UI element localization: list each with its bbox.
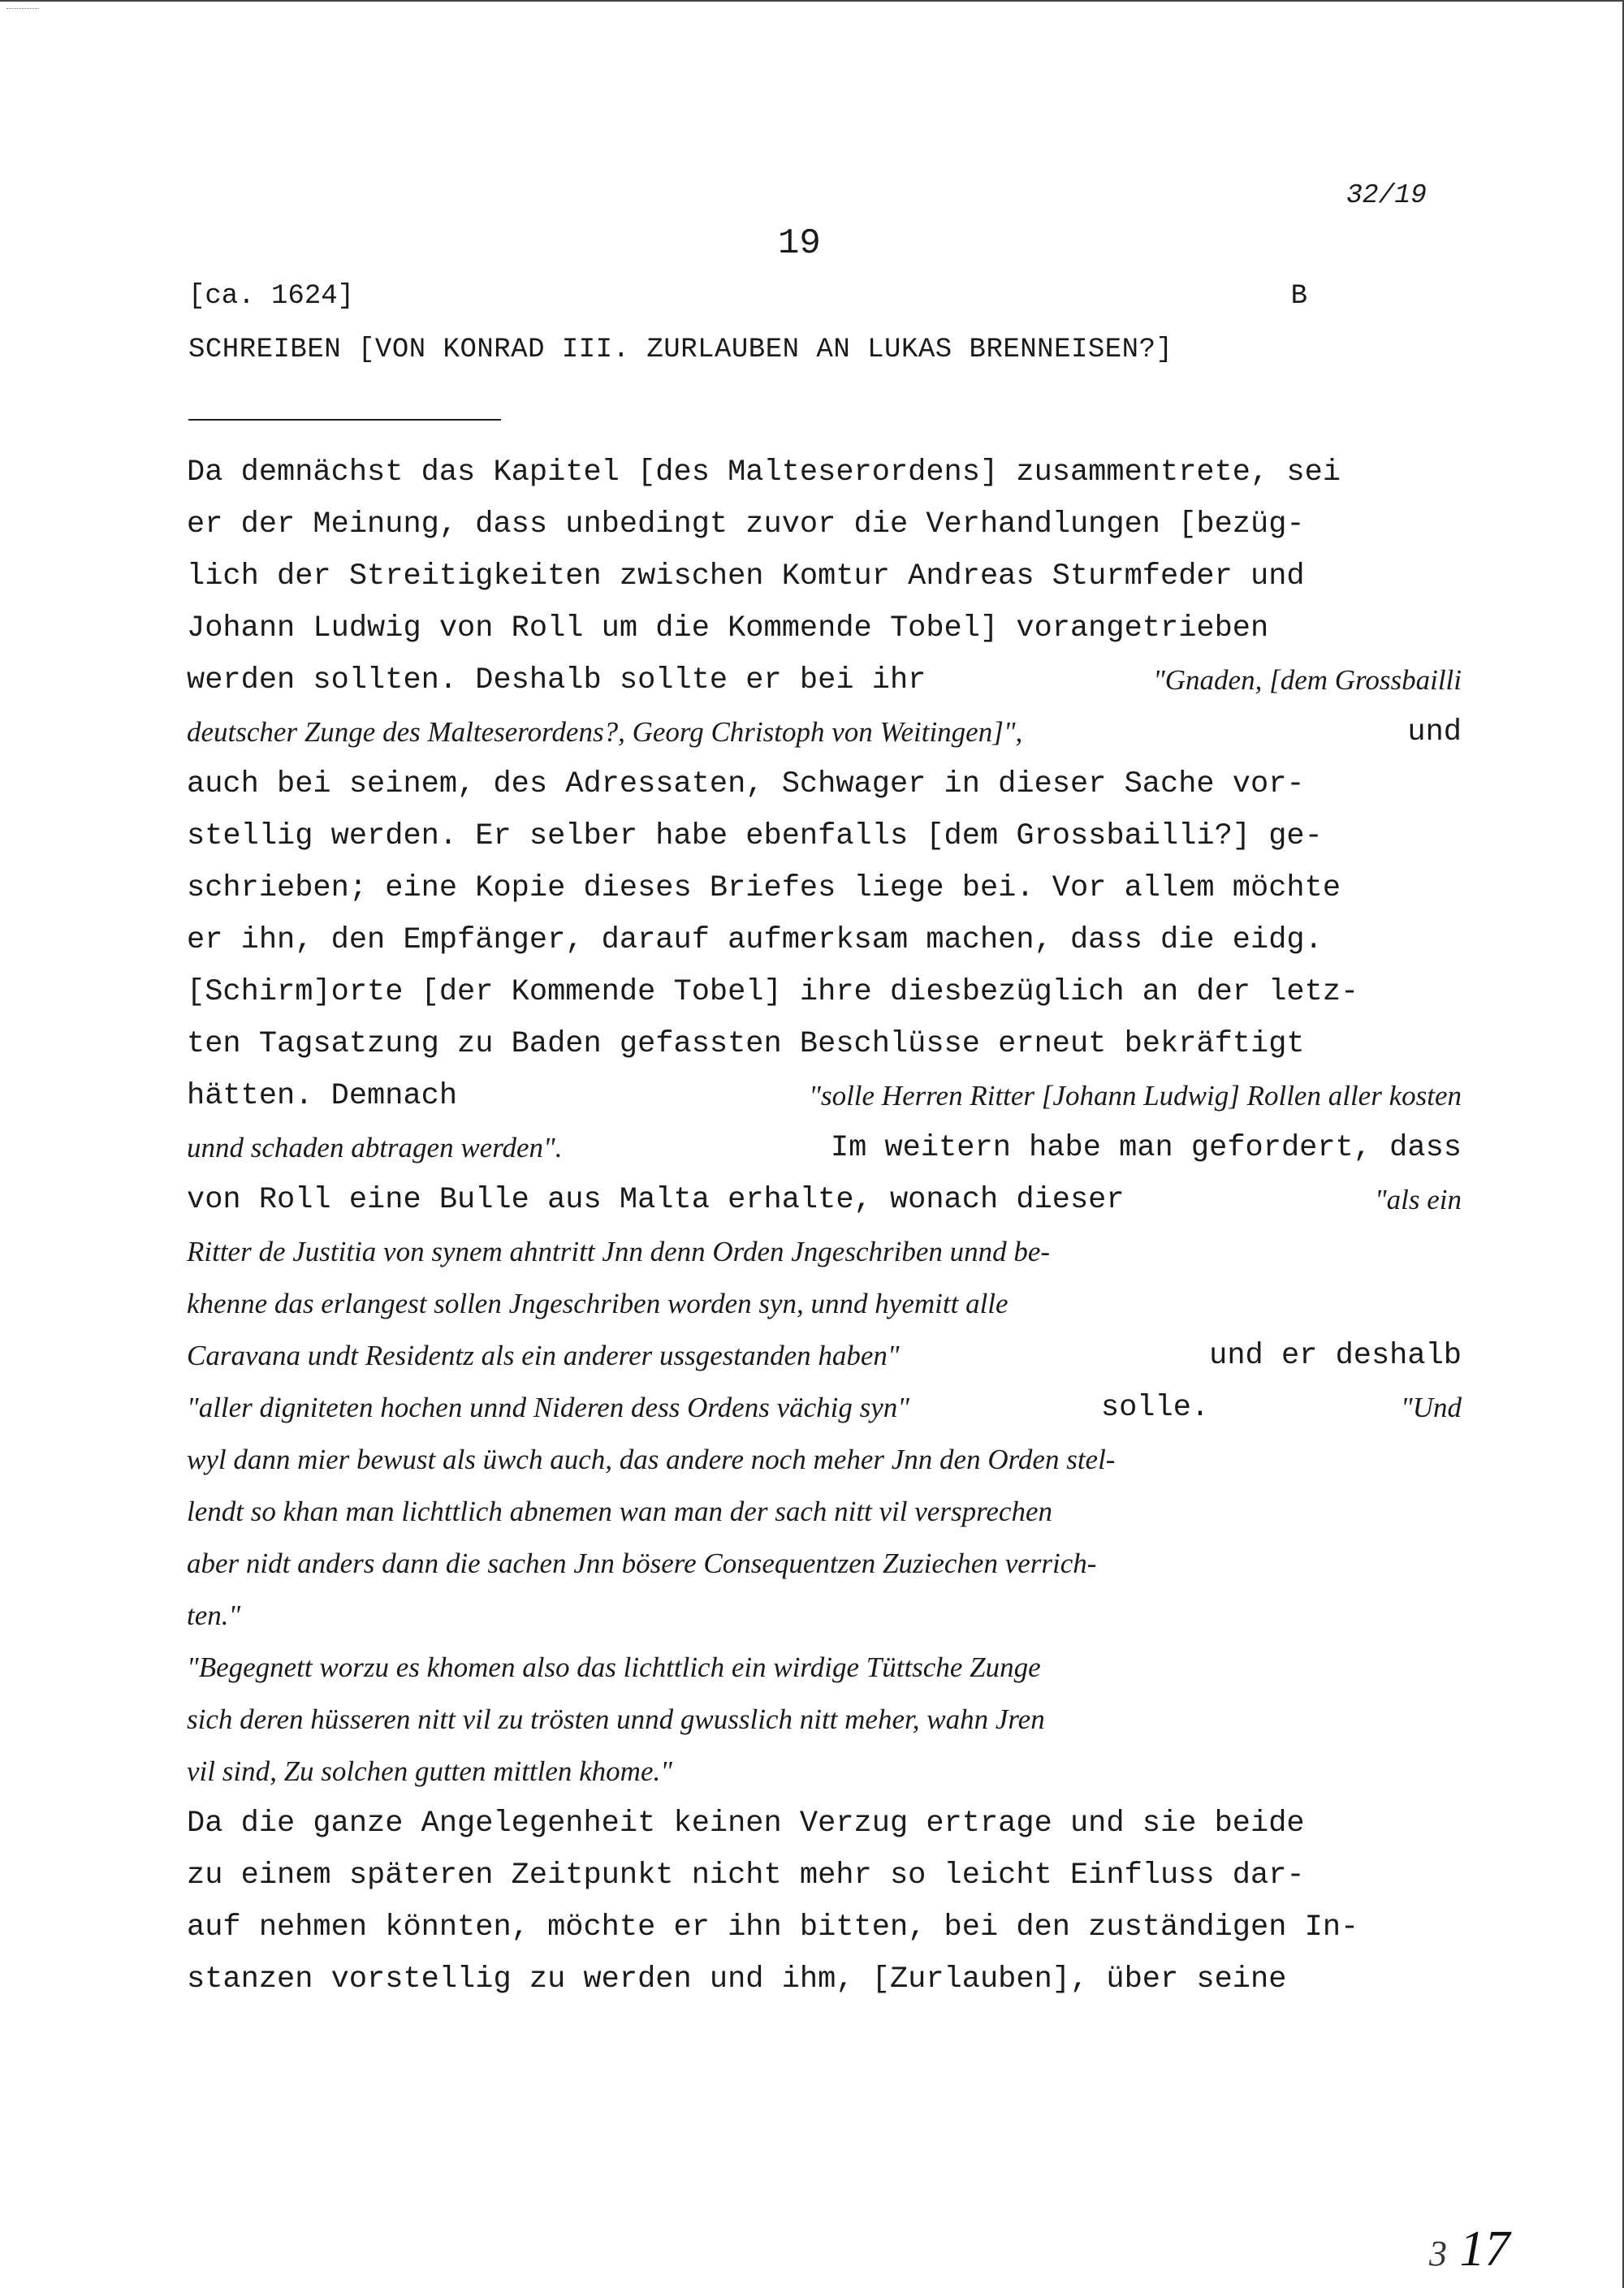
page-border-top xyxy=(0,0,1624,2)
body-text-segment: Im weitern habe man gefordert, dass xyxy=(812,1131,1462,1165)
archive-reference: 32/19 xyxy=(1345,180,1427,210)
body-line xyxy=(187,1278,1462,1330)
body-line xyxy=(187,1590,1462,1642)
body-line xyxy=(187,499,1462,550)
body-text-segment: auch bei seinem, des Adressaten, Schwager in dieser Sache vor- xyxy=(187,767,1305,801)
body-text-segment: von Roll eine Bulle aus Malta erhalte, wonach dieser xyxy=(187,1183,1142,1217)
quoted-text: ten." xyxy=(187,1599,241,1631)
quoted-text: "als ein xyxy=(1374,1184,1462,1215)
body-line xyxy=(187,654,1462,706)
body-text-segment: lich der Streitigkeiten zwischen Komtur Andreas Sturmfeder und xyxy=(187,559,1305,594)
body-text-segment: stanzen vorstellig zu werden und ihm, [Zurlauben], über seine xyxy=(187,1962,1287,1997)
handwritten-page-mark xyxy=(1429,2221,1510,2278)
quoted-text: "aller digniteten hochen unnd Nideren dess Ordens vächig syn" xyxy=(187,1392,909,1423)
body-text xyxy=(187,447,1462,2005)
body-text-segment: Da demnächst das Kapitel [des Malteserordens] zusammentrete, sei xyxy=(187,455,1341,490)
quoted-text: "Und xyxy=(1401,1392,1462,1423)
quoted-text: "Begegnett worzu es khomen also das lichttlich ein wirdige Tüttsche Zunge xyxy=(187,1651,1041,1683)
quoted-text: "Gnaden, [dem Grossbailli xyxy=(1153,664,1462,696)
quoted-text: sich deren hüsseren nitt vil zu trösten unnd gwusslich nitt meher, wahn Jren xyxy=(187,1703,1045,1735)
body-line xyxy=(187,1226,1462,1278)
section-letter: B xyxy=(1290,281,1307,312)
body-line xyxy=(187,1174,1462,1226)
body-line xyxy=(187,447,1462,499)
quoted-text: Ritter de Justitia von synem ahntritt Jnn denn Orden Jngeschriben unnd be- xyxy=(187,1236,1051,1267)
body-text-segment: zu einem späteren Zeitpunkt nicht mehr so leicht Einfluss dar- xyxy=(187,1858,1305,1893)
body-text-segment: ten Tagsatzung zu Baden gefassten Beschlüsse erneut bekräftigt xyxy=(187,1027,1305,1061)
body-line xyxy=(187,602,1462,654)
body-line xyxy=(187,1642,1462,1694)
body-text-segment: [Schirm]orte [der Kommende Tobel] ihre diesbezüglich an der letz- xyxy=(187,975,1359,1009)
body-line xyxy=(187,1070,1462,1122)
quoted-text: Caravana undt Residentz als ein anderer ussgestanden haben" xyxy=(187,1340,900,1371)
handwritten-mark-small: 3 xyxy=(1429,2234,1447,2273)
page-number: 19 xyxy=(778,223,821,264)
body-line xyxy=(187,810,1462,862)
body-text-segment: er der Meinung, dass unbedingt zuvor die Verhandlungen [bezüg- xyxy=(187,507,1305,542)
title-separator xyxy=(188,419,501,421)
quoted-text: "solle Herren Ritter [Johann Ludwig] Rollen aller kosten xyxy=(809,1080,1462,1112)
body-text-segment: er ihn, den Empfänger, darauf aufmerksam machen, dass die eidg. xyxy=(187,923,1323,957)
body-line xyxy=(187,1486,1462,1538)
body-line xyxy=(187,1798,1462,1850)
body-line xyxy=(187,966,1462,1018)
body-text-segment: werden sollten. Deshalb sollte er bei ihr xyxy=(187,663,944,697)
body-text-segment: und er deshalb xyxy=(1190,1339,1462,1373)
body-line xyxy=(187,1953,1462,2005)
body-line xyxy=(187,1694,1462,1746)
handwritten-mark-large: 17 xyxy=(1459,2221,1510,2277)
body-text-segment: stellig werden. Er selber habe ebenfalls [dem Grossbailli?] ge- xyxy=(187,819,1323,853)
body-line xyxy=(187,914,1462,966)
body-line xyxy=(187,1902,1462,1953)
body-line xyxy=(187,706,1462,758)
body-line xyxy=(187,550,1462,602)
body-line xyxy=(187,1746,1462,1798)
body-line xyxy=(187,1434,1462,1486)
body-line xyxy=(187,1850,1462,1902)
document-title: SCHREIBEN [VON KONRAD III. ZURLAUBEN AN LUKAS BRENNEISEN?] xyxy=(188,335,1173,365)
body-line xyxy=(187,1382,1462,1434)
body-text-segment: Johann Ludwig von Roll um die Kommende Tobel] vorangetrieben xyxy=(187,611,1269,645)
body-text-segment: schrieben; eine Kopie dieses Briefes liege bei. Vor allem möchte xyxy=(187,871,1341,905)
body-line xyxy=(187,1018,1462,1070)
body-text-segment: und xyxy=(1371,715,1462,749)
quoted-text: deutscher Zunge des Malteserordens?, Georg Christoph von Weitingen]", xyxy=(187,716,1023,748)
body-text-segment: solle. xyxy=(1082,1391,1228,1425)
body-text-segment: Da die ganze Angelegenheit keinen Verzug ertrage und sie beide xyxy=(187,1807,1305,1841)
quoted-text: vil sind, Zu solchen gutten mittlen khome." xyxy=(187,1755,672,1787)
body-line xyxy=(187,1122,1462,1174)
body-text-segment: hätten. Demnach xyxy=(187,1079,476,1113)
body-line xyxy=(187,862,1462,914)
quoted-text: lendt so khan man lichttlich abnemen wan man der sach nitt vil versprechen xyxy=(187,1496,1052,1527)
body-line xyxy=(187,1538,1462,1590)
body-line xyxy=(187,1330,1462,1382)
quoted-text: aber nidt anders dann die sachen Jnn bösere Consequentzen Zuziechen verrich- xyxy=(187,1548,1097,1579)
body-line xyxy=(187,758,1462,810)
quoted-text: khenne das erlangest sollen Jngeschriben worden syn, unnd hyemitt alle xyxy=(187,1288,1009,1319)
scan-artifact xyxy=(6,8,39,11)
body-text-segment: auf nehmen könnten, möchte er ihn bitten, bei den zuständigen In- xyxy=(187,1910,1359,1945)
document-date: [ca. 1624] xyxy=(188,281,355,312)
quoted-text: wyl dann mier bewust als üwch auch, das andere noch meher Jnn den Orden stel- xyxy=(187,1444,1116,1475)
document-header xyxy=(188,281,1307,312)
quoted-text: unnd schaden abtragen werden". xyxy=(187,1132,563,1163)
